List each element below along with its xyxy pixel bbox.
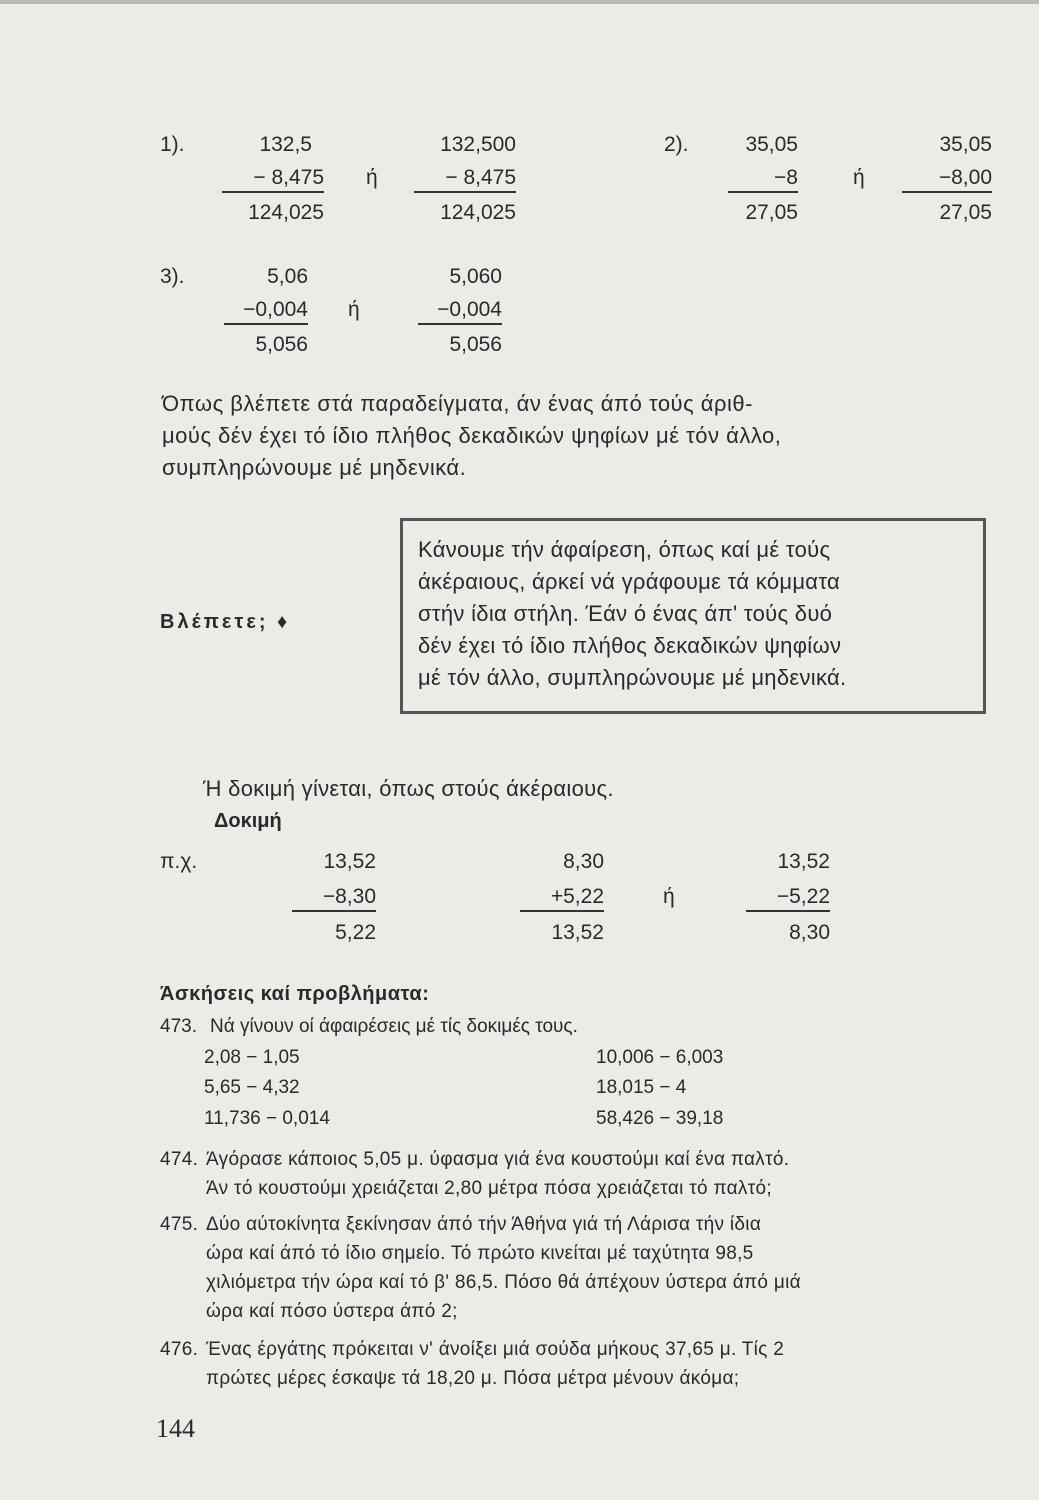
ex2-or: ή: [853, 166, 865, 189]
ex2-b-result: 27,05: [939, 201, 992, 224]
example-3-label: 3).: [160, 265, 185, 288]
problem-line: πρώτες μέρες έσκαψε τά 18,20 μ. Πόσα μέτρα μένουν άκόμα;: [206, 1368, 740, 1389]
proof-c3-top: 13,52: [777, 850, 830, 873]
problem-473-num: 473.: [160, 1016, 197, 1037]
ex3-b-sub: −0,004: [418, 298, 502, 325]
exercise-item: 5,65 − 4,32: [204, 1077, 300, 1098]
proof-c2-add: +5,22: [520, 885, 604, 912]
ex1-b-result: 124,025: [440, 201, 516, 224]
ex3-b-result: 5,056: [449, 333, 502, 356]
proof-or: ή: [663, 885, 675, 908]
exercise-item: 58,426 − 39,18: [596, 1108, 724, 1129]
rule-line: Κάνουμε τήν άφαίρεση, όπως καί μέ τούς: [418, 537, 831, 562]
proof-intro: Ή δοκιμή γίνεται, όπως στούς άκέραιους.: [203, 776, 614, 801]
paragraph-line: μούς δέν έχει τό ίδιο πλήθος δεκαδικών ψηφίων μέ τόν άλλο,: [162, 423, 782, 448]
paragraph-line: Όπως βλέπετε στά παραδείγματα, άν ένας άπό τούς άριθ-: [162, 391, 753, 416]
problem-474: [160, 1145, 1000, 1203]
problem-line: Άν τό κουστούμι χρειάζεται 2,80 μέτρα πόσα χρειάζεται τό παλτό;: [206, 1178, 772, 1199]
ex2-a-sub: −8: [728, 166, 798, 193]
proof-c3-sub: −5,22: [746, 885, 830, 912]
problem-line: χιλιόμετρα τήν ώρα καί τό β' 86,5. Πόσο θά άπέχουν ύστερα άπό μιά: [206, 1272, 801, 1293]
problem-line: Άγόρασε κάποιος 5,05 μ. ύφασμα γιά ένα κουστούμι καί ένα παλτό.: [206, 1149, 790, 1170]
ex1-or: ή: [366, 166, 378, 189]
ex2-b-top: 35,05: [939, 133, 992, 156]
problem-475-num: 475.: [160, 1214, 199, 1235]
ex1-a-result: 124,025: [248, 201, 324, 224]
exercise-item: 2,08 − 1,05: [204, 1047, 300, 1068]
explanation-paragraph: [162, 388, 992, 484]
problem-476-num: 476.: [160, 1339, 199, 1360]
ex3-a-sub: −0,004: [224, 298, 308, 325]
proof-c1-sub: −8,30: [292, 885, 376, 912]
exercise-item: 11,736 − 0,014: [204, 1108, 330, 1129]
page-number: 144: [156, 1414, 195, 1443]
proof-c3-result: 8,30: [789, 921, 830, 944]
ex3-or: ή: [348, 298, 360, 321]
problem-line: ώρα καί άπό τό ίδιο σημείο. Τό πρώτο κινείται μέ ταχύτητα 98,5: [206, 1243, 754, 1264]
exercise-item: 18,015 − 4: [596, 1077, 687, 1098]
ex1-a-sub: − 8,475: [222, 166, 324, 193]
ex3-b-top: 5,060: [449, 265, 502, 288]
proof-title: Δοκιμή: [214, 810, 282, 832]
exercise-item: 10,006 − 6,003: [596, 1047, 724, 1068]
rule-line: στήν ίδια στήλη. Έάν ό ένας άπ' τούς δυό: [418, 601, 833, 626]
problem-line: ώρα καί πόσο ύστερα άπό 2;: [206, 1301, 458, 1322]
example-1-label: 1).: [160, 133, 185, 156]
example-2-label: 2).: [664, 133, 689, 156]
rule-line: άκέραιους, άρκεί νά γράφουμε τά κόμματα: [418, 569, 841, 594]
rule-box-text: [418, 534, 984, 694]
ex2-b-sub: −8,00: [902, 166, 992, 193]
ex1-b-sub: − 8,475: [414, 166, 516, 193]
ex3-a-top: 5,06: [267, 265, 308, 288]
proof-c1-result: 5,22: [335, 921, 376, 944]
problem-line: Δύο αύτοκίνητα ξεκίνησαν άπό τήν Άθήνα γιά τή Λάρισα τήν ίδια: [206, 1214, 762, 1235]
rule-line: μέ τόν άλλο, συμπληρώνουμε μέ μηδενικά.: [418, 665, 847, 690]
rule-line: δέν έχει τό ίδιο πλήθος δεκαδικών ψηφίων: [418, 633, 842, 658]
ex1-b-top: 132,500: [440, 133, 516, 156]
proof-c2-result: 13,52: [551, 921, 604, 944]
problem-line: Ένας έργάτης πρόκειται ν' άνοίξει μιά σούδα μήκους 37,65 μ. Τίς 2: [206, 1339, 785, 1360]
see-label: Βλέπετε; ♦: [160, 611, 291, 633]
top-edge: [0, 0, 1039, 4]
problem-474-num: 474.: [160, 1149, 199, 1170]
ex2-a-result: 27,05: [745, 201, 798, 224]
exercises-title: Άσκήσεις καί προβλήματα:: [160, 983, 430, 1005]
problem-476: [160, 1335, 1000, 1393]
ex3-a-result: 5,056: [255, 333, 308, 356]
problem-473-text: Νά γίνουν οί άφαιρέσεις μέ τίς δοκιμές τους.: [210, 1016, 578, 1037]
problem-475: [160, 1210, 1000, 1326]
ex1-a-top: 132,5: [259, 133, 312, 156]
proof-c1-top: 13,52: [323, 850, 376, 873]
proof-eg: π.χ.: [160, 850, 198, 873]
paragraph-line: συμπληρώνουμε μέ μηδενικά.: [162, 455, 467, 480]
ex2-a-top: 35,05: [745, 133, 798, 156]
proof-c2-top: 8,30: [563, 850, 604, 873]
